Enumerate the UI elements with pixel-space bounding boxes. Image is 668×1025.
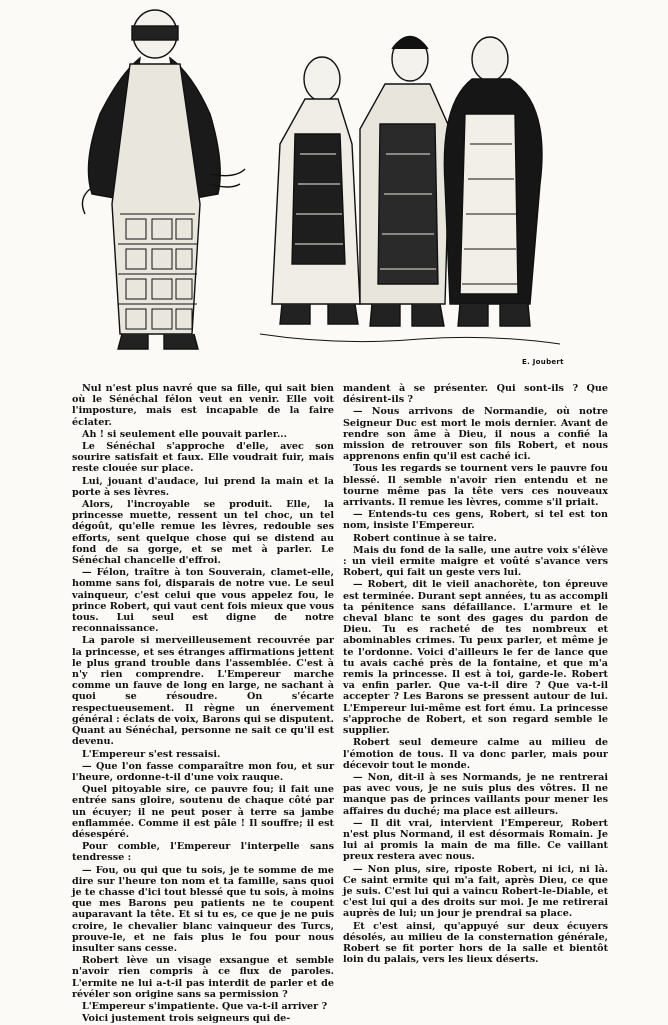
paragraph: — Félon, traître à ton Souverain, clamet-elle, homme sans foi, disparais de notre vue. Le seul vainqueur, c'est celui que vous appelez fou, le prince Robert, qui vaut cent fois mieux que vous tous. Lui seul est digne de notre reconnaissance. [72, 567, 334, 635]
left-column [72, 383, 334, 1025]
lord-figure-2 [360, 37, 450, 327]
paragraph: Et c'est ainsi, qu'appuyé sur deux écuyers désolés, au milieu de la consternation générale, Robert se fit porter hors de la salle et bientôt loin du palais, vers les lieux déserts. [343, 920, 608, 966]
figures-illustration [60, 4, 620, 374]
paragraph: Ah ! si seulement elle pouvait parler... [82, 428, 287, 440]
paragraph: mandent à se présenter. Qui sont-ils ? Que désirent-ils ? [343, 383, 608, 406]
paragraph: — Non, dit-il à ses Normands, je ne rentrerai pas avec vous, je ne suis plus des vôtres. Il ne manque pas de princes vaillants pour mener les affaires du duché; ma place est ailleurs. [343, 771, 608, 817]
paragraph: Mais du fond de la salle, une autre voix s'élève : un vieil ermite maigre et voûté s'avance vers Robert, qui fait un geste vers lui. [343, 544, 608, 579]
illustration [60, 4, 620, 374]
paragraph: Pour comble, l'Empereur l'interpelle sans tendresse : [72, 841, 334, 864]
paragraph: L'Empereur s'impatiente. Que va-t-il arriver ? [82, 1000, 328, 1012]
right-column [343, 383, 608, 966]
lord-figure-1 [272, 57, 360, 324]
paragraph: Lui, jouant d'audace, lui prend la main et la porte à ses lèvres. [72, 475, 334, 498]
emperor-figure [82, 10, 245, 349]
lord-figure-3 [444, 37, 542, 326]
paragraph: Quel pitoyable sire, ce pauvre fou; il fait une entrée sans gloire, soutenu de chaque côté par un écuyer; il ne peut poser à terre sa jambe enflammée. Comme il est pâle ! Il souffre; il est désespéré. [72, 784, 334, 840]
paragraph: Alors, l'incroyable se produit. Elle, la princesse muette, ressent un tel choc, un tel dégoût, qu'elle remue les lèvres, redouble ses efforts, sent quelque chose qui se distend au fond de sa gorge, et se met à parler. Le Sénéchal chancelle d'effroi. [72, 499, 334, 567]
paragraph: Robert seul demeure calme au milieu de l'émotion de tous. Il va donc parler, mais pour décevoir tout le monde. [343, 737, 608, 771]
paragraph: — Que l'on fasse comparaître mon fou, et sur l'heure, ordonne-t-il d'une voix rauque. [72, 760, 334, 783]
paragraph: — Nous arrivons de Normandie, où notre Seigneur Duc est mort le mois dernier. Avant de rendre son âme à Dieu, il nous a confié la mission de retrouver son fils Robert, et nous apprenons enfin qu'il est caché ici. [343, 406, 608, 463]
paragraph: — Robert, dit le vieil anachorète, ton épreuve est terminée. Durant sept années, tu as accompli ta pénitence sans défaillance. L'armure et le cheval blanc te sont des gages du pardon de Dieu. Tu es racheté de tes nombreux et abominables crimes. Tu peux parler, et même je te l'ordonne. Voici d'ailleurs le fer de lance que tu avais caché près de la fontaine, et que m'a remis la princesse. Il est à toi, garde-le. Robert va enfin parler. Que va-t-il dire ? Que va-t-il accepter ? Les Barons se pressent autour de lui. L'Empereur lui-même est fort ému. La princesse s'approche de Robert, et son regard semble le supplier. [343, 579, 608, 737]
paragraph: Nul n'est plus navré que sa fille, qui sait bien où le Sénéchal félon veut en venir. Elle voit l'imposture, mais est incapable de la faire éclater. [72, 383, 334, 428]
paragraph: — Fou, ou qui que tu sois, je te somme de me dire sur l'heure ton nom et ta famille, sans quoi je te chasse d'ici tout blessé que tu sois, à moins que mes Barons peu patients ne te coupent auparavant la tête. Et si tu es, ce que je ne puis croire, le chevalier blanc vainqueur des Turcs, prouve-le, et ne fais plus le fou pour nous insulter sans cesse. [72, 864, 334, 954]
paragraph: — Entends-tu ces gens, Robert, si tel est ton nom, insiste l'Empereur. [343, 509, 608, 532]
paragraph: Le Sénéchal s'approche d'elle, avec son sourire satisfait et faux. Elle voudrait fuir, mais reste clouée sur place. [72, 441, 334, 475]
paragraph: La parole si merveilleusement recouvrée par la princesse, et ses étranges affirmations jettent le plus grand trouble dans l'assemblée. C'est à n'y rien comprendre. L'Empereur marche comme un fauve de long en large, ne sachant à quoi se résoudre. On s'écarte respectueusement. Il règne un énervement général : éclats de voix, Barons qui se disputent. Quant au Sénéchal, personne ne sait ce qu'il est devenu. [72, 635, 334, 748]
paragraph: L'Empereur s'est ressaisi. [82, 748, 221, 760]
artist-signature: E. Joubert [522, 358, 564, 366]
paragraph: — Non plus, sire, riposte Robert, ni ici, ni là. Ce saint ermite qui m'a fait, après Dieu, ce que je suis. C'est lui qui a vaincu Robert-le-Diable, et c'est lui qui a des droits sur moi. Je me retirerai auprès de lui; un jour je prendrai sa place. [343, 863, 608, 920]
paragraph: Robert continue à se taire. [353, 532, 497, 544]
paragraph: Robert lève un visage exsangue et semble n'avoir rien compris à ce flux de paroles. L'ermite ne lui a-t-il pas interdit de parler et de révéler son origine sans sa permission ? [72, 955, 334, 1000]
paragraph: Tous les regards se tournent vers le pauvre fou blessé. Il semble n'avoir rien entendu et ne tourne même pas la tête vers ces nouveaux arrivants. Il remue les lèvres, comme s'il priait. [343, 463, 608, 509]
paragraph: Voici justement trois seigneurs qui de- [82, 1013, 291, 1025]
paragraph: — Il dit vrai, intervient l'Empereur, Robert n'est plus Normand, il est désormais Romain. Je lui ai promis la main de ma fille. Ce vaillant preux restera avec nous. [343, 817, 608, 863]
